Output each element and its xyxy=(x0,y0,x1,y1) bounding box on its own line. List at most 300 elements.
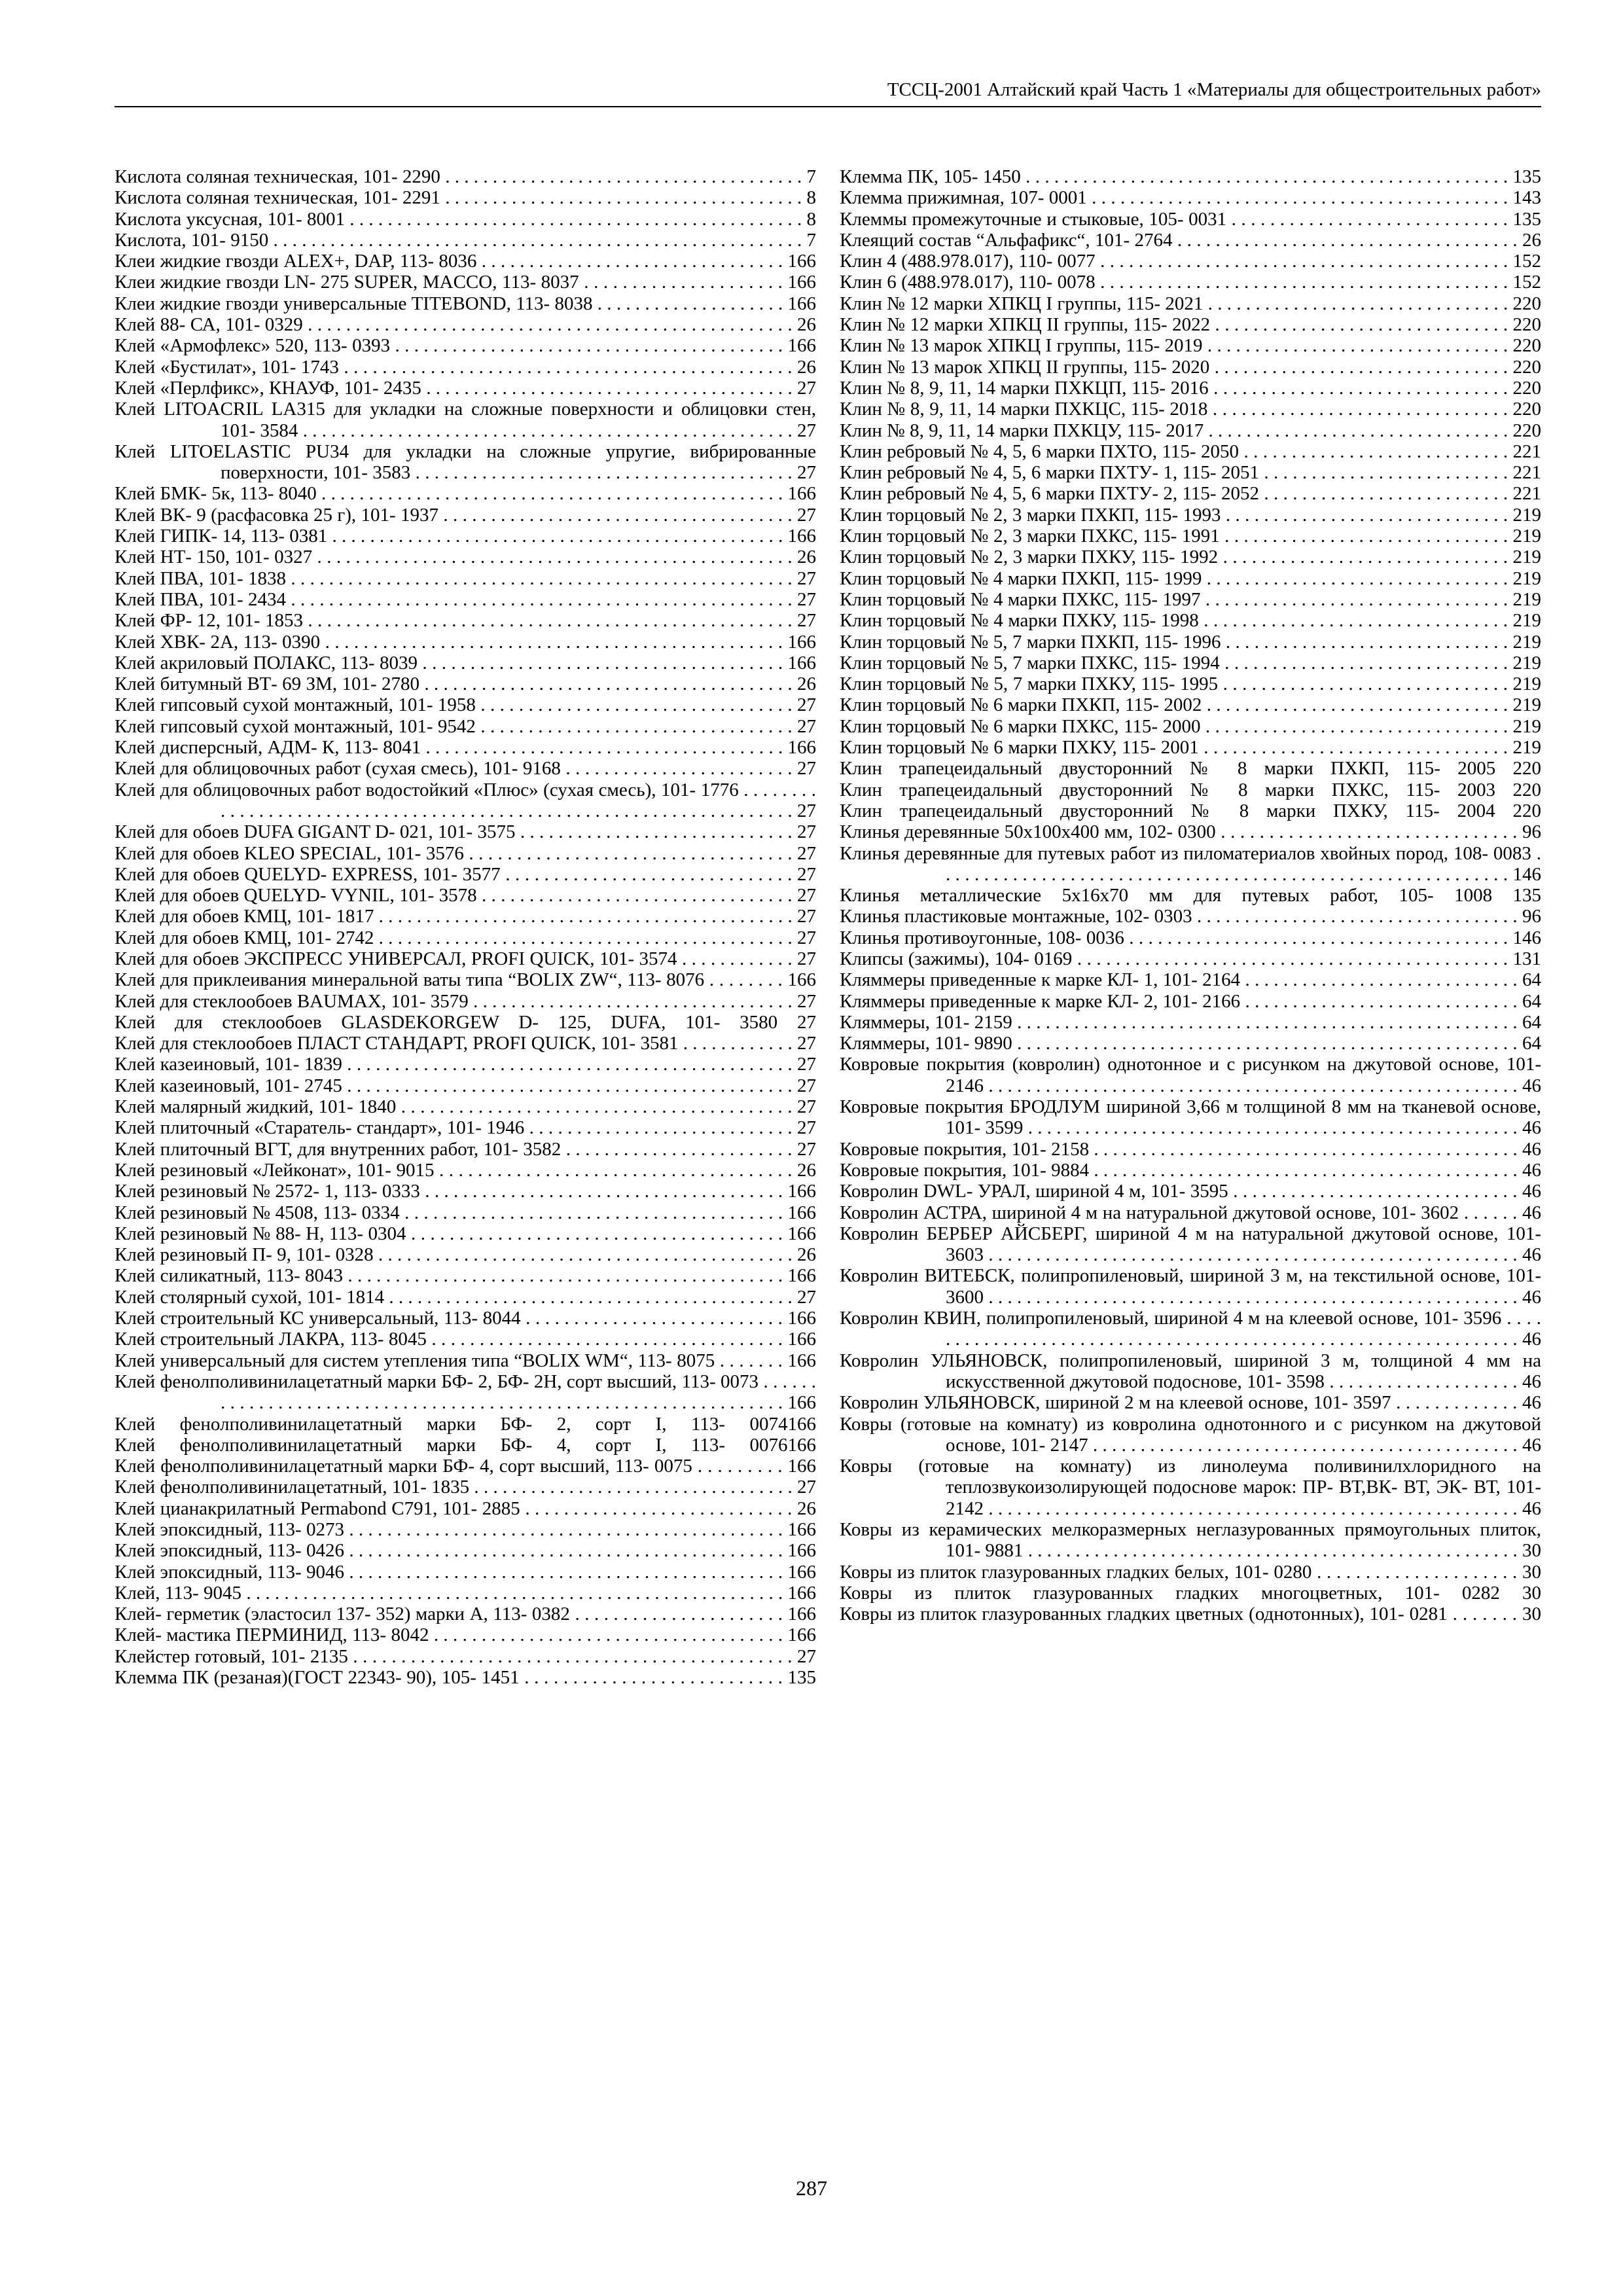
leader-dots: . . . . . . . . . . . . . . . . . . . . . . . . . . . . . . xyxy=(1221,631,1513,653)
entry-page-number: 219 xyxy=(1512,673,1542,695)
entry-page-number: 219 xyxy=(1512,715,1542,737)
entry-text: Клей дисперсный, АДМ- К, 113- 8041 xyxy=(115,737,421,759)
index-entry xyxy=(840,716,1541,737)
entry-page-number: 26 xyxy=(797,673,816,695)
entry-page-number: 27 xyxy=(797,1286,816,1308)
entry-page-number: 7 xyxy=(806,229,817,251)
leader-dots: . . . . . . . . . . . . . . . . . . . . . . . . . . . . . . . . . . . . . xyxy=(426,1329,788,1350)
index-entry xyxy=(115,1223,816,1244)
entry-page-number: 166 xyxy=(787,969,816,991)
index-entry xyxy=(115,1562,816,1583)
index-entry xyxy=(840,780,1541,800)
leader-dots: . . . . . . . . . . . . . . . . . . . . . . . . . . . . . . . . . . . . . . . . . . . . . . . . . . . xyxy=(302,610,798,632)
leader-dots: . . . . . . . . . . . . . . . . . . . . . . . . . . . . . . . . xyxy=(1203,293,1513,314)
entry-text: Клин № 12 марки ХПКЦ II группы, 115- 2022 xyxy=(840,314,1211,336)
leader-dots: . . . . . . . . xyxy=(704,969,788,991)
index-entry xyxy=(840,673,1541,694)
leader-dots: . . . . . . . . . . . . . . . . . . . . . . . . . . . . . . . . . . xyxy=(463,842,798,864)
index-entry xyxy=(840,1223,1541,1266)
index-entry xyxy=(840,1456,1541,1519)
entry-page-number: 46 xyxy=(1522,1159,1541,1181)
entry-page-number: 27 xyxy=(797,842,817,864)
entry-text: Клей гипсовый сухой монтажный, 101- 9542 xyxy=(115,715,476,737)
entry-text: Клеящий состав “Альфафикс“, 101- 2764 xyxy=(840,229,1173,251)
entry-text: Клей акриловый ПОЛАКС, 113- 8039 xyxy=(115,652,418,673)
entry-page-number: 166 xyxy=(787,272,817,293)
entry-text: Клей для обоев КМЦ, 101- 2742 xyxy=(115,927,374,948)
index-entry xyxy=(840,1139,1541,1160)
leader-dots: . . . . . . . . . . . . . . . . . . . . . . . . . . . . . . . . . . . . . . . . . . . . . . . . . . . . . . . . . . . . xyxy=(946,842,1541,885)
leader-dots: . . . . . . . . . . . . . . . . . . . . . . . . . . . . . . . . . . . . . . . . . . . . . . . xyxy=(342,1054,798,1075)
index-entry xyxy=(840,483,1541,504)
index-entry xyxy=(840,1583,1541,1604)
entry-text: Клей резиновый № 4508, 113- 0334 xyxy=(115,1202,400,1223)
index-entry xyxy=(115,885,816,906)
leader-dots: . . . . . . . . . . . . . . . . . . . . . . . . . . . . . . . . xyxy=(1200,715,1513,737)
entry-text: Ковролин АСТРА, шириной 4 м на натуральной джутовой основе, 101- 3602 xyxy=(840,1202,1459,1223)
entry-page-number: 220 xyxy=(1512,314,1542,336)
leader-dots: . . . . . . . . . . . . . . . . . . . . . . . . . . . . . . . . . . . . . . . . . . . . . . . xyxy=(338,356,798,378)
index-entry xyxy=(840,948,1541,969)
entry-page-number: 64 xyxy=(1522,1033,1541,1054)
entry-text: Клей для стеклообоев GLASDEKORGEW D- 125, DUFA, 101- 3580 27 xyxy=(115,1011,816,1033)
leader-dots: . . . . . . . . . . . . . . . . . . . . . . . . . . . . . . . . . . . . . . . . . . . . xyxy=(1086,187,1513,209)
entry-page-number: 219 xyxy=(1512,631,1542,653)
entry-page-number: 220 xyxy=(1512,335,1541,357)
leader-dots: . . . . . . . . . xyxy=(692,1456,788,1477)
entry-text: Ковровые покрытия, 101- 2158 xyxy=(840,1138,1090,1160)
entry-page-number: 27 xyxy=(797,821,817,843)
entry-text: Клин трапецеидальный двусторонний № 8 марки ПХКП, 115- 2005 220 xyxy=(840,758,1541,780)
leader-dots: . . . . . . . . . . . . . . . . . . . . . . . . . . . . . . . . xyxy=(1198,610,1513,632)
running-header xyxy=(115,73,1541,107)
entry-page-number: 64 xyxy=(1522,1011,1541,1033)
index-entry xyxy=(115,1139,816,1160)
entry-text: Клей эпоксидный, 113- 9046 xyxy=(115,1561,344,1583)
entry-text: Клей для облицовочных работ (сухая смесь), 101- 9168 xyxy=(115,758,561,780)
entry-text: Клейстер готовый, 101- 2135 xyxy=(115,1645,348,1667)
index-entry xyxy=(840,1350,1541,1393)
index-entry xyxy=(115,1371,816,1414)
leader-dots: . . . . . . . . . . . . . . . . . . . . . . . . . . . . . . . . . . . . . . . . . . . . . . xyxy=(344,1519,788,1540)
entry-text: Ковры из плиток глазурованных гладких цветных (однотонных), 101- 0281 xyxy=(840,1604,1448,1625)
entry-page-number: 131 xyxy=(1512,948,1541,969)
leader-dots: . . . . . . . . . . . . . . . . . . . . . . . . . . . . . . xyxy=(1228,1181,1523,1202)
entry-text: Клеи жидкие гвозди универсальные TITEBOND, 113- 8038 xyxy=(115,293,593,314)
leader-dots: . . . . . . . . . . . . . . . . . . . . . . . . . . xyxy=(1258,483,1513,505)
entry-page-number: 166 xyxy=(787,1181,817,1202)
entry-page-number: 221 xyxy=(1512,462,1542,484)
index-entry xyxy=(115,864,816,885)
entry-text: Клин торцовый № 2, 3 марки ПХКП, 115- 1993 xyxy=(840,504,1221,526)
leader-dots: . . . . . . . . . . . . . . . . . . . . . . . . . . . . . . . . . . . . . . . . . . . . . . . . . . . . . xyxy=(286,588,798,610)
index-entry xyxy=(115,1667,816,1688)
index-entry xyxy=(115,1308,816,1329)
entry-text: Клей строительный ЛАКРА, 113- 8045 xyxy=(115,1329,427,1350)
entry-page-number: 27 xyxy=(797,420,816,441)
entry-page-number: 64 xyxy=(1522,990,1542,1012)
entry-text: Клей для обоев DUFA GIGANT D- 021, 101- 3575 xyxy=(115,821,516,843)
index-entry xyxy=(115,1012,816,1033)
entry-text: Клин 4 (488.978.017), 110- 0077 xyxy=(840,251,1096,272)
leader-dots: . . . . . . . . . . . . . . . . . . . . . . . . . . . . . . . . . . . . . . . . . . . . . . . . . . . . xyxy=(1023,1540,1522,1562)
entry-page-number: 166 xyxy=(787,1350,816,1371)
entry-page-number: 146 xyxy=(1512,863,1541,885)
index-entry xyxy=(115,483,816,504)
index-entry xyxy=(115,1117,816,1138)
index-entry xyxy=(115,906,816,927)
entry-page-number: 166 xyxy=(787,1329,816,1350)
entry-page-number: 27 xyxy=(797,610,817,632)
index-entry xyxy=(115,505,816,526)
entry-text: Клин ребровый № 4, 5, 6 марки ПХТО, 115- 2050 xyxy=(840,440,1240,462)
index-entry xyxy=(840,187,1541,208)
index-entry xyxy=(115,1583,816,1604)
leader-dots: . . . . . . . . . . . . . . . . . . . . . . . . . . . . . . . . . . . . . . . . . . . . . . . . . . . . . . . . xyxy=(268,229,807,251)
index-entry xyxy=(115,1519,816,1540)
leader-dots: . . . . . . . . . . . . . . . . . . . . . . . . . . . . . . . . . . . . . . . . . . . . . . . . xyxy=(327,526,788,547)
leader-dots: . . . . . . . . . . . . . . . . . . . . . . . . . . . . . . . . . . xyxy=(1192,906,1522,927)
index-entry xyxy=(840,568,1541,589)
leader-dots: . . . . . . . . . . . . . . . . . . . . . . . . . . . . . . . . . . . . . . . . . . . . . . xyxy=(348,1645,798,1667)
entry-page-number: 166 xyxy=(787,1582,816,1604)
leader-dots: . . . . . . . . . . . . . . . . . . . . . . xyxy=(569,1604,788,1625)
leader-dots: . . . . . . . . . . . . . . . . . . . . . . . . . . . . . . . . . . . . . . . . xyxy=(399,1202,788,1223)
index-entry xyxy=(115,166,816,187)
leader-dots: . . . . . . . . . . . . . . . . . . . . . . . . . . . . . . . . . xyxy=(475,694,797,716)
entry-text: Клей фенолполивинилацетатный, 101- 1835 xyxy=(115,1477,470,1498)
leader-dots: . . . . . . . . . . . . . . . . . . . . . . . . . . . . . . . . . . . . . xyxy=(438,504,798,526)
entry-page-number: 27 xyxy=(797,1645,817,1667)
entry-text: Кляммеры приведенные к марке КЛ- 2, 101- 2166 xyxy=(840,990,1241,1012)
leader-dots: . . . . . . . . . . . . . . . . . . . . . . . . . . . . . . . . . . . . . . xyxy=(440,166,807,187)
entry-text: Клей гипсовый сухой монтажный, 101- 1958 xyxy=(115,694,476,716)
index-entry xyxy=(840,1519,1541,1562)
entry-page-number: 46 xyxy=(1522,1138,1541,1160)
entry-page-number: 30 xyxy=(1522,1561,1542,1583)
leader-dots: . . . . . . . . . . . . . . . . . . . . . . . . . . . . . . . . . . . . . . . . . . . . . . . . . . . . . . . . . xyxy=(241,1582,788,1604)
index-entry xyxy=(840,272,1541,293)
entry-text: Клемма ПК, 105- 1450 xyxy=(840,166,1021,187)
index-entry xyxy=(840,800,1541,821)
entry-page-number: 135 xyxy=(1512,166,1541,187)
index-entry xyxy=(115,441,816,484)
entry-page-number: 220 xyxy=(1512,293,1542,314)
entry-text: Клей «Перлфикс», КНАУФ, 101- 2435 xyxy=(115,377,421,399)
leader-dots: . . . . . . . . . . . . . . . . . . . . . . . . . . . . . . xyxy=(1218,547,1513,568)
entry-text: Ковровые покрытия БРОДЛУМ шириной 3,66 м толщиной 8 мм на тканевой основе, 101- 3599 xyxy=(840,1096,1541,1139)
index-entry xyxy=(115,1414,816,1435)
entry-text: Клей для приклеивания минеральной ваты типа “BOLIX ZW“, 113- 8076 xyxy=(115,969,705,991)
index-column-left xyxy=(115,166,816,1688)
index-entry xyxy=(840,821,1541,842)
index-entry xyxy=(115,737,816,758)
index-entry xyxy=(840,1604,1541,1624)
entry-page-number: 27 xyxy=(797,1054,817,1075)
entry-page-number: 26 xyxy=(797,1244,816,1266)
entry-page-number: 219 xyxy=(1512,652,1542,673)
entry-page-number: 219 xyxy=(1512,547,1542,568)
entry-page-number: 27 xyxy=(797,377,816,399)
index-entry xyxy=(840,843,1541,886)
entry-page-number: 64 xyxy=(1522,969,1542,991)
leader-dots: . . . . . . . . . . . . . . . . . . . . . . . . . . . . . . . . . . . . . . . . . . . . . . . . . . . . . . . . xyxy=(984,1075,1522,1096)
index-entry xyxy=(840,1308,1541,1350)
leader-dots: . . . . . . . . . . . . . . . . . . . . . . . . . . . . . . . . . . . . . . . . . . . . . xyxy=(1088,1434,1522,1456)
entry-text: Клей цианакрилатный Permabond C791, 101- 2885 xyxy=(115,1498,520,1519)
entry-text: Клей для обоев КМЦ, 101- 1817 xyxy=(115,906,374,927)
entry-text: Ковры из керамических мелкоразмерных неглазурованных прямоугольных плиток, 101- 9881 xyxy=(840,1519,1541,1562)
entry-page-number: 7 xyxy=(806,166,817,187)
entry-page-number: 27 xyxy=(797,588,817,610)
entry-text: Кислота соляная техническая, 101- 2290 xyxy=(115,166,440,187)
index-entry xyxy=(840,462,1541,483)
entry-page-number: 46 xyxy=(1522,1371,1541,1392)
index-entry xyxy=(115,589,816,610)
entry-text: Клей для стеклообоев ПЛАСТ СТАНДАРТ, PROFI QUICK, 101- 3581 xyxy=(115,1033,679,1054)
leader-dots: . . . . . . . . . . . . . . . . . . . . . xyxy=(579,272,788,293)
entry-text: Клей фенолполивинилацетатный марки БФ- 4, сорт высший, 113- 0075 xyxy=(115,1456,692,1477)
index-entry xyxy=(115,1329,816,1350)
entry-page-number: 27 xyxy=(797,863,817,885)
entry-page-number: 27 xyxy=(797,1075,817,1096)
leader-dots: . . . . . . . . . . . . . . . . . . . . . . . . . . . . . . . . xyxy=(1198,737,1513,759)
leader-dots: . . . . . . . . . . . . . . . . . . . . . . . . . . . . . . . . . . . . . . . . . . . . . . . . . . . . . . . . xyxy=(984,1498,1522,1519)
entry-text: Клин торцовый № 2, 3 марки ПХКУ, 115- 1992 xyxy=(840,547,1219,568)
entry-page-number: 220 xyxy=(1512,356,1542,378)
entry-text: Клей- мастика ПЕРМИНИД, 113- 8042 xyxy=(115,1624,429,1646)
entry-page-number: 27 xyxy=(797,927,816,948)
index-entry xyxy=(115,1287,816,1308)
index-entry xyxy=(115,1624,816,1645)
entry-text: Клей НТ- 150, 101- 0327 xyxy=(115,547,313,568)
index-entry xyxy=(840,1160,1541,1181)
entry-text: Клин торцовый № 6 марки ПХКС, 115- 2000 xyxy=(840,715,1201,737)
entry-page-number: 166 xyxy=(787,1265,817,1287)
leader-dots: . . . . . . . . . . . . . . . . . . . . . . . . . . . . . . . . . . . . xyxy=(1172,229,1523,251)
entry-text: Клей резиновый П- 9, 101- 0328 xyxy=(115,1244,374,1266)
entry-text: Клин торцовый № 5, 7 марки ПХКС, 115- 1994 xyxy=(840,652,1220,673)
index-entry xyxy=(115,1265,816,1286)
leader-dots: . . . . . . . . . . . . . . . . . . . . xyxy=(592,293,788,314)
entry-page-number: 27 xyxy=(797,906,816,927)
index-entry xyxy=(840,1562,1541,1583)
leader-dots: . . . . . . . . . . . . . . . . . . . . . . . . . . . . . . . . . . . . . . . . xyxy=(410,462,797,484)
entry-page-number: 46 xyxy=(1522,1498,1541,1519)
leader-dots: . . . . . . . . . . . . . . . . . . . . . . . . . . . . . . . . xyxy=(1202,335,1513,357)
entry-page-number: 27 xyxy=(797,800,816,821)
leader-dots: . . . . . . . . . . . . . . . . . . . . . . . . . . . . . . . . . . . . . . . . . . . xyxy=(1095,272,1513,293)
entry-page-number: 26 xyxy=(797,1498,817,1519)
leader-dots: . . . . . . . . . . . . xyxy=(678,1033,797,1054)
leader-dots: . . . . . . . . . . . . . . . . . . . . . . . . . . . . . . . . . . . . . . . . . xyxy=(390,335,788,357)
entry-text: Клей для обоев QUELYD- EXPRESS, 101- 3577 xyxy=(115,863,501,885)
entry-page-number: 30 xyxy=(1522,1604,1542,1625)
leader-dots: . . . . . . . . . . . . . . . . . . . . . . . . . . . . . . . . . . . . . . xyxy=(419,1181,788,1202)
index-entry xyxy=(840,251,1541,272)
leader-dots: . . . . . . . xyxy=(1447,1604,1523,1625)
entry-text: Кислота соляная техническая, 101- 2291 xyxy=(115,187,440,209)
leader-dots: . . . . . . . . . . . . . . . . . . . . . . . . . . . . . . . . . . . . . . . . . . . . . . . . . . . . . xyxy=(1012,1011,1522,1033)
index-entry xyxy=(115,780,816,822)
leader-dots: . . . . . . . . . . . . . . . . . . . . . . . . . . . . . . . . . . xyxy=(468,990,797,1012)
entry-page-number: 219 xyxy=(1512,567,1541,589)
leader-dots: . . . . . . . . . . . . . . . . . . . . . . . . . . . . . . . . . xyxy=(476,885,798,906)
entry-text: Клей LITOACRIL LA315 для укладки на сложные поверхности и облицовки стен, 101- 3584 xyxy=(115,399,816,441)
entry-page-number: 166 xyxy=(787,737,817,759)
index-entry xyxy=(115,399,816,441)
index-entry xyxy=(115,969,816,990)
leader-dots: . . . . . . . . . . . . . . . . . . . . . . . . . . . . . . . . xyxy=(1202,694,1513,716)
entry-text: Ковролин УЛЬЯНОВСК, шириной 2 м на клеевой основе, 101- 3597 xyxy=(840,1392,1391,1414)
entry-page-number: 96 xyxy=(1522,906,1541,927)
entry-page-number: 143 xyxy=(1512,187,1541,209)
entry-page-number: 220 xyxy=(1512,399,1541,420)
entry-text: Клей ПВА, 101- 1838 xyxy=(115,567,287,589)
entry-page-number: 152 xyxy=(1512,251,1542,272)
entry-text: Клей ХВК- 2А, 113- 0390 xyxy=(115,631,321,653)
entry-text: Клипсы (зажимы), 104- 0169 xyxy=(840,948,1073,969)
entry-text: Клей «Армофлекс» 520, 113- 0393 xyxy=(115,335,391,357)
index-entry xyxy=(115,1456,816,1477)
entry-page-number: 166 xyxy=(787,1540,816,1562)
leader-dots: . . . . . . . . . . . . . . . . . . . . . . . . . . . . . . . . . . . . . . . . . . . . . . . . . . xyxy=(312,547,797,568)
leader-dots: . . . . . . . . . . . . . . . . . . . . . . . . xyxy=(560,758,797,780)
entry-page-number: 27 xyxy=(797,1138,816,1160)
page-number: 287 xyxy=(796,2176,827,2200)
index-entry xyxy=(115,821,816,842)
index-entry xyxy=(840,526,1541,547)
entry-text: Клин № 13 марок ХПКЦ II группы, 115- 2020 xyxy=(840,356,1210,378)
index-entry xyxy=(840,1265,1541,1308)
entry-page-number: 46 xyxy=(1522,1075,1541,1096)
index-entry xyxy=(115,568,816,589)
entry-text: Клей плиточный «Старатель- стандарт», 101- 1946 xyxy=(115,1117,525,1139)
index-column-right xyxy=(840,166,1541,1624)
leader-dots: . . . . . . . . . . . . . . . . . . . . . . . . . . . . . . . . . . . . . . . . . . . . xyxy=(374,906,797,927)
leader-dots: . . . . . . . . . . . . . . . . . . . . . . . . . . . . . . xyxy=(1219,526,1513,547)
entry-page-number: 27 xyxy=(797,990,816,1012)
entry-page-number: 219 xyxy=(1512,526,1542,547)
entry-text: Клей фенолполивинилацетатный марки БФ- 2, сорт I, 113- 0074166 xyxy=(115,1413,816,1435)
entry-text: Клей битумный ВТ- 69 ЗМ, 101- 2780 xyxy=(115,673,419,695)
index-entry xyxy=(840,737,1541,758)
entry-text: Клей ПВА, 101- 2434 xyxy=(115,588,287,610)
entry-text: Клей для обоев KLEO SPECIAL, 101- 3576 xyxy=(115,842,464,864)
leader-dots: . . . . . . . . . . . . . . . . . . . . . . . . . . . . . . . . . . . . . . . xyxy=(406,1223,788,1244)
entry-page-number: 26 xyxy=(797,547,816,568)
entry-text: Ковры (готовые на комнату) из линолеума поливинилхлоридного на теплозвукоизолирующей подоснове марок: ПР- ВТ,ВК- ВТ, ЭК- ВТ, 101- 2142 xyxy=(840,1456,1541,1519)
leader-dots: . . . . . . . . . . . . . . . . . . . . . . . . . . . . . . . xyxy=(1209,356,1513,378)
leader-dots: . . . . . . . . . . . . . . . . . . . . . . . . xyxy=(561,1138,797,1160)
entry-page-number: 27 xyxy=(797,1117,816,1139)
leader-dots: . . . . . . . . . . . . . . . . . . . . . . . . . . . . . . . . . . . . . . . xyxy=(421,377,797,399)
leader-dots: . . . . . . . . . . . . . . . . . . . . . xyxy=(1311,1561,1523,1583)
entry-page-number: 8 xyxy=(806,208,817,230)
index-entry xyxy=(840,1033,1541,1054)
leader-dots: . . . . . . . . . . . . . . . . . . . . . . . . . . . . . . . xyxy=(1208,377,1513,399)
header-title: ТССЦ-2001 Алтайский край Часть 1 «Материалы для общестроительных работ» xyxy=(887,79,1541,100)
index-entry xyxy=(115,948,816,969)
entry-page-number: 27 xyxy=(797,462,816,484)
index-entry xyxy=(115,335,816,356)
entry-text: Клин 6 (488.978.017), 110- 0078 xyxy=(840,272,1096,293)
entry-page-number: 26 xyxy=(1522,229,1542,251)
index-entry xyxy=(840,885,1541,906)
index-entry xyxy=(840,1414,1541,1456)
index-entry xyxy=(840,632,1541,653)
leader-dots: . . . . . . . . . . . . . . . . . . . . . . . . . . . . . . . . . . . . . . . . . . . . . . . . . . . . . . . . . . . . . . . . . xyxy=(221,1371,816,1414)
index-entry xyxy=(840,378,1541,399)
entry-text: Клин ребровый № 4, 5, 6 марки ПХТУ- 1, 115- 2051 xyxy=(840,462,1259,484)
index-entry xyxy=(115,1160,816,1181)
leader-dots: . . . . . . . . . . . . . . . . . . . . . . . . . . . . . xyxy=(515,821,798,843)
index-entry xyxy=(840,1054,1541,1096)
entry-text: Клей «Бустилат», 101- 1743 xyxy=(115,356,339,378)
leader-dots: . . . . . . . . . . . . . . . . . . . . . . . . . . . . . . . xyxy=(1210,314,1513,336)
index-entry xyxy=(115,1477,816,1498)
index-entry xyxy=(115,694,816,715)
entry-text: Кислота, 101- 9150 xyxy=(115,229,269,251)
leader-dots: . . . . . . . . . . . . . . . . . . . . . . . . . . . . . . . . . . . . . . . . . . . . xyxy=(373,1244,797,1266)
leader-dots: . . . . . . . . . . . . . . . . . . . . . . . . . . . . . xyxy=(1226,208,1513,230)
entry-page-number: 166 xyxy=(787,1561,816,1583)
index-entry xyxy=(840,991,1541,1012)
entry-text: Клей казеиновый, 101- 2745 xyxy=(115,1075,342,1096)
leader-dots: . . . . . . . . . . . . . . . . . . . . xyxy=(1324,1371,1522,1392)
entry-page-number: 219 xyxy=(1512,588,1542,610)
leader-dots: . . . . . . . . . . . . . . . . . . . . . . . . . . . . . . . . . . . . . . xyxy=(440,187,807,209)
entry-text: Кляммеры, 101- 2159 xyxy=(840,1011,1012,1033)
entry-page-number: 27 xyxy=(797,567,817,589)
leader-dots: . . . . . . . . . . . . . . . . . . . . . . . . . . . . . . . . . . . . . . . . . . . . . xyxy=(1089,1159,1522,1181)
entry-page-number: 27 xyxy=(797,694,816,716)
leader-dots: . . . . . . . . . . . . . . . . . . . . . . . . . . . . . . . . . . . . . xyxy=(434,1159,798,1181)
entry-page-number: 166 xyxy=(787,335,817,357)
index-entry xyxy=(115,230,816,251)
index-entry xyxy=(840,653,1541,673)
leader-dots: . . . . . . . . . . . . . . . . . . . . . . . . . . . . . . . . . . . . . . xyxy=(417,652,788,673)
entry-page-number: 46 xyxy=(1522,1329,1541,1350)
index-entry xyxy=(115,632,816,653)
entry-text: Кляммеры, 101- 9890 xyxy=(840,1033,1012,1054)
leader-dots: . . . . . . . . . . . . . . . . . . . . . . . . . . . . . . . . . . . . . . . . . . . . . . . . . . . . . xyxy=(286,567,798,589)
entry-text: Клин торцовый № 6 марки ПХКП, 115- 2002 xyxy=(840,694,1202,716)
entry-text: Клей ВК- 9 (расфасовка 25 г), 101- 1937 xyxy=(115,504,439,526)
leader-dots: . . . . . . . . . . . . . . . . . . . . . . . . . . . . . . . . . . xyxy=(469,1477,798,1498)
leader-dots: . . . . . . . . . . . . . . . . . . . . . . . . . . . . xyxy=(1239,440,1513,462)
index-entry xyxy=(840,335,1541,356)
entry-text: Клеи жидкие гвозди ALEX+, DAP, 113- 8036 xyxy=(115,251,477,272)
leader-dots: . . . . . . . . . . . . . . . . . . . . . . . . . . . . . . . . . . . . . . . . . . . . . . . . . . . . . . . . xyxy=(984,1244,1522,1266)
entry-page-number: 219 xyxy=(1512,610,1542,632)
entry-text: Клей эпоксидный, 113- 0273 xyxy=(115,1519,344,1540)
entry-page-number: 146 xyxy=(1512,927,1541,948)
leader-dots: . . . . . . . . . . . . . . . . . . . . . . . . . . . . . . . . . . . . . . . . . . . xyxy=(1095,251,1513,272)
entry-page-number: 166 xyxy=(787,1392,816,1414)
entry-page-number: 46 xyxy=(1522,1181,1542,1202)
entry-page-number: 166 xyxy=(787,1202,816,1223)
entry-page-number: 27 xyxy=(797,948,817,969)
entry-text: Клемма прижимная, 107- 0001 xyxy=(840,187,1087,209)
leader-dots: . . . . . . . . . . . . . . . . . . . . . . . . . . . . . . . . . . . . . . . . . xyxy=(396,1096,797,1118)
index-entry xyxy=(115,209,816,230)
leader-dots: . . . . . . . . . . . . xyxy=(677,948,798,969)
index-entry xyxy=(840,505,1541,526)
entry-text: Ковры из плиток глазурованных гладких многоцветных, 101- 0282 30 xyxy=(840,1582,1541,1604)
entry-text: Клин торцовый № 6 марки ПХКУ, 115- 2001 xyxy=(840,737,1199,759)
entry-text: Клей силикатный, 113- 8043 xyxy=(115,1265,343,1287)
